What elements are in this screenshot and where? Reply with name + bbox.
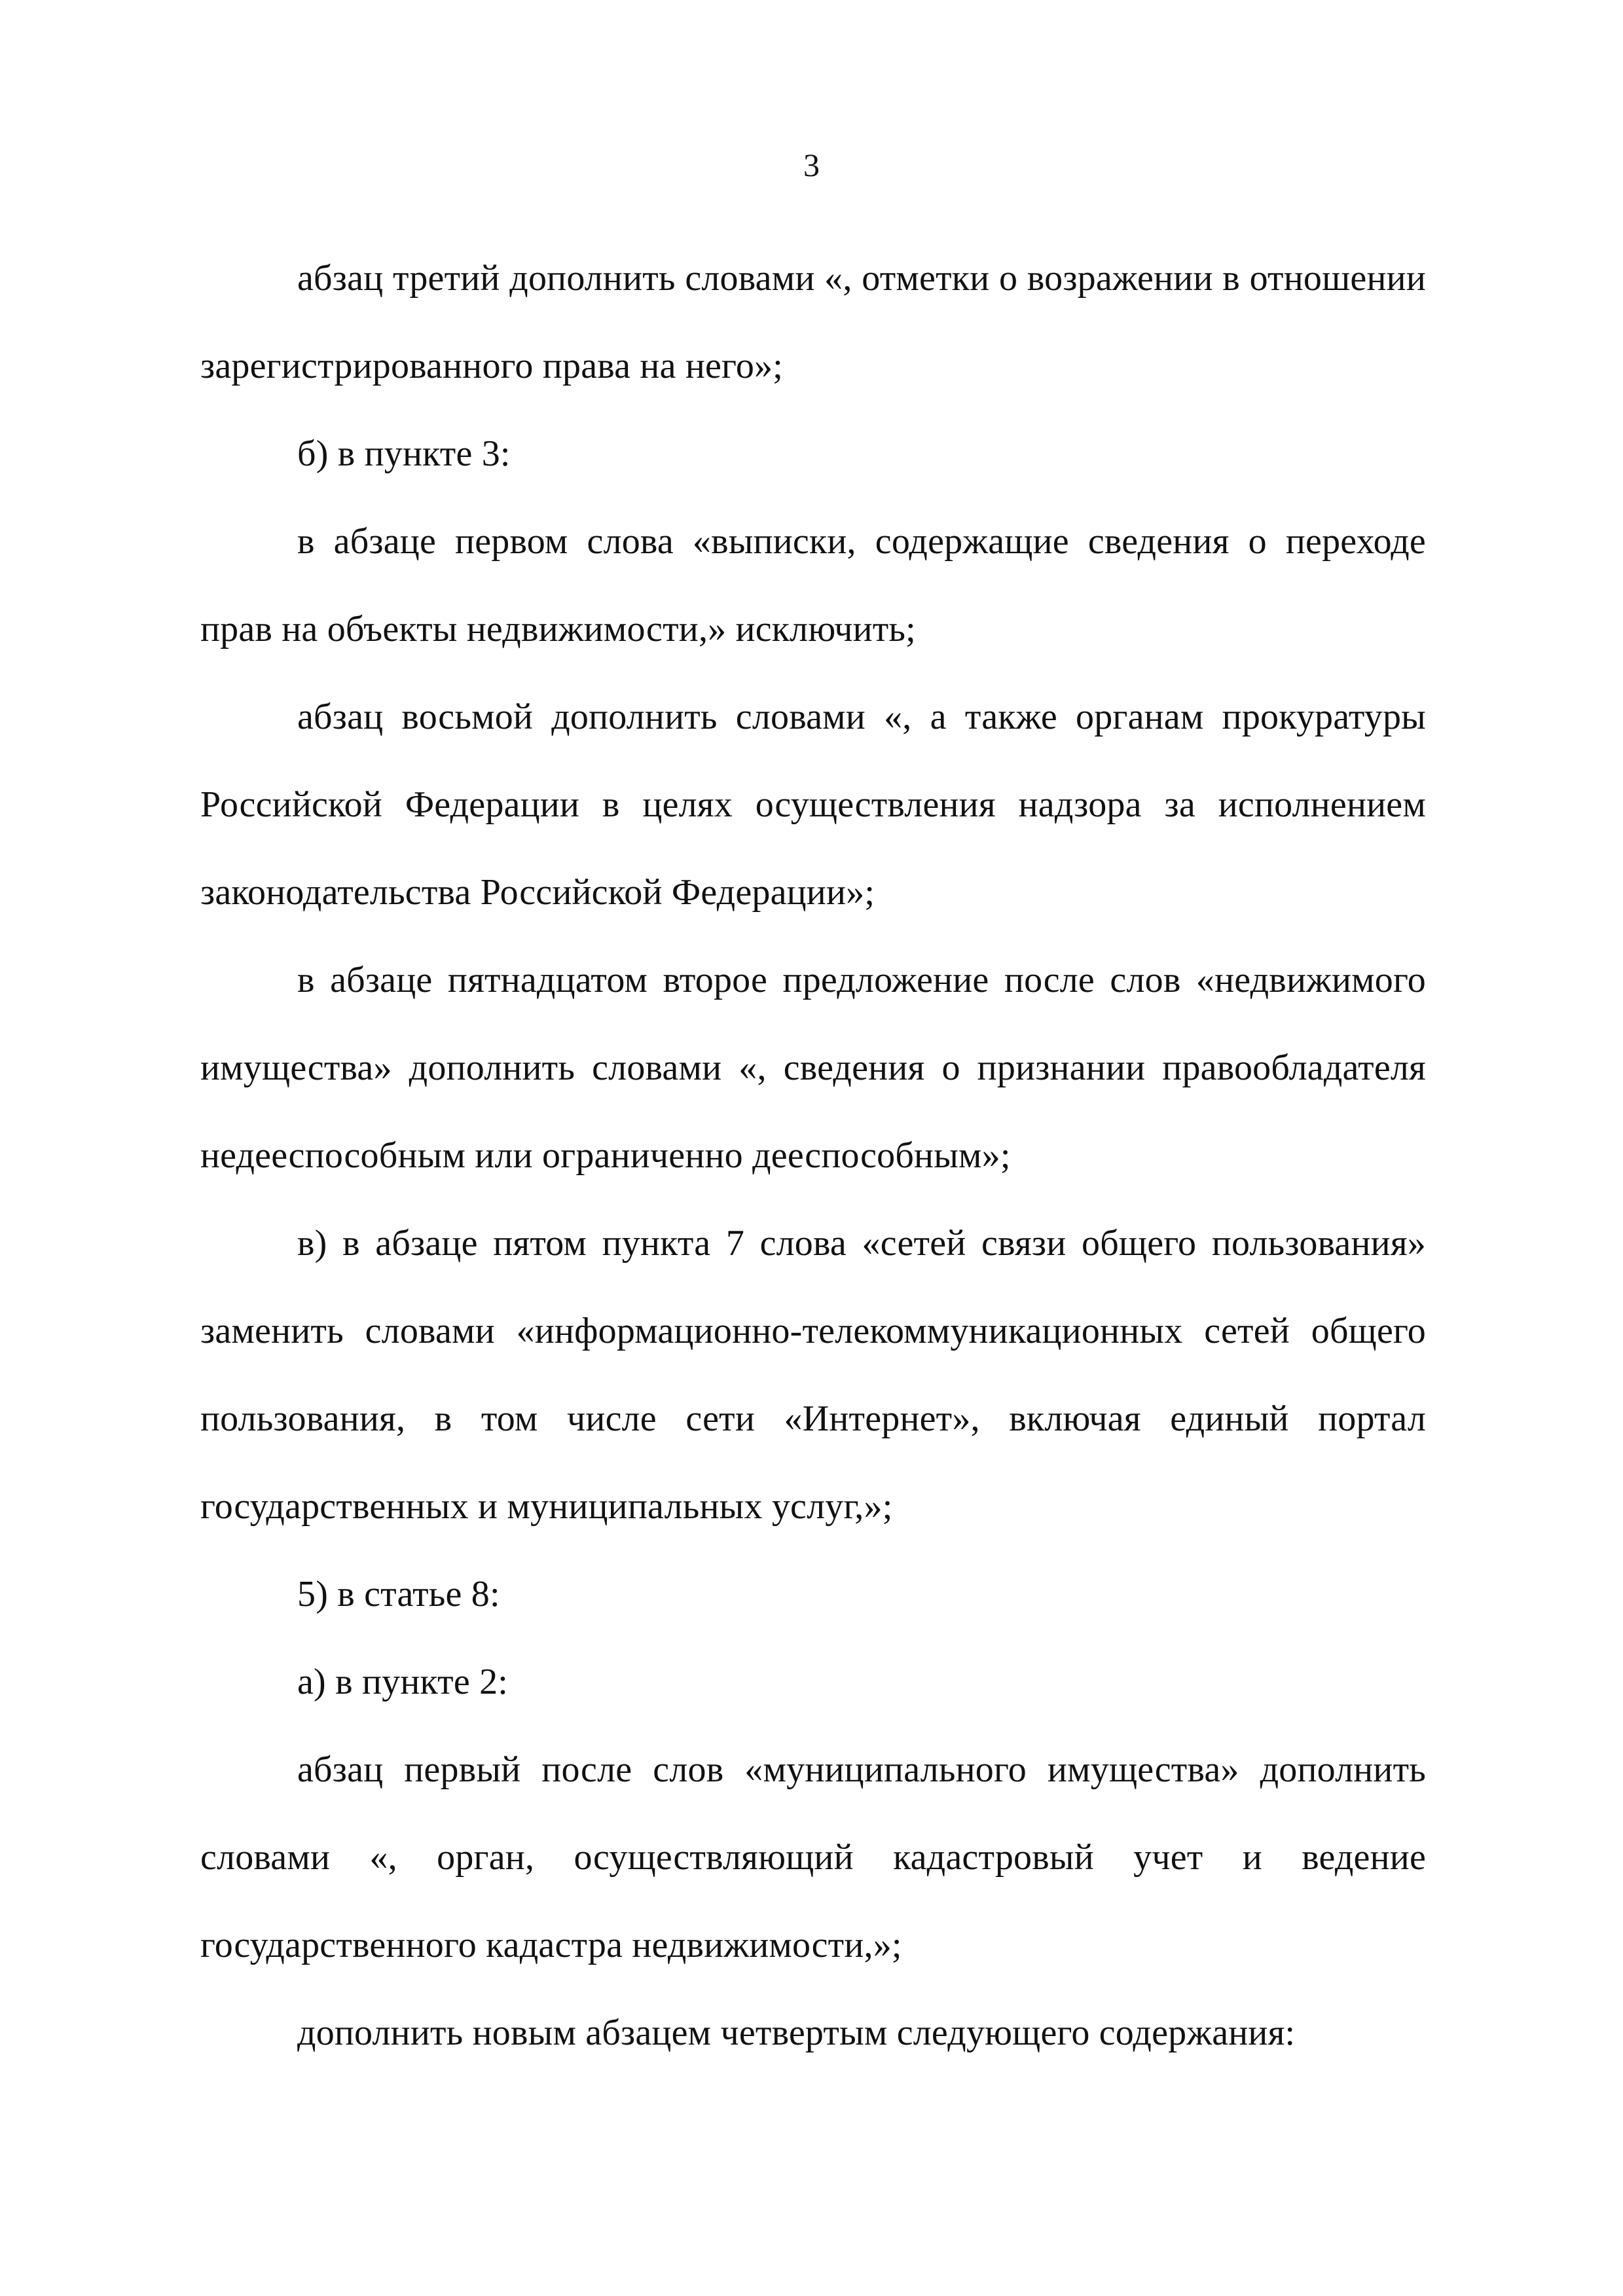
paragraph-punkt-2: а) в пункте 2: xyxy=(297,1662,509,1702)
paragraph-punkt-7: в) в абзаце пятом пункта 7 слова «сетей связи общего пользования» заменить словами «информационно-телекоммуникационных сетей общего пользования, в том числе сети «Интернет», включая единый портал государственных и муниципальных услуг,»; xyxy=(200,1223,1426,1527)
paragraph-punkt-3: б) в пункте 3: xyxy=(297,433,511,474)
paragraph-abzac-vosmoy: абзац восьмой дополнить словами «, а также органам прокуратуры Российской Федерации в целях осуществления надзора за исполнением законодательства Российской Федерации»; xyxy=(200,697,1426,913)
paragraph-abzac-pyatnadcatyy: в абзаце пятнадцатом второе предложение после слов «недвижимого имущества» дополнить словами «, сведения о признании правообладателя недееспособным или ограниченно дееспособным»; xyxy=(200,960,1426,1176)
paragraph-abzac-tretiy: абзац третий дополнить словами «, отметки о возражении в отношении зарегистрированного права на него»; xyxy=(200,258,1426,386)
document-body xyxy=(200,234,1426,2077)
page-number: 3 xyxy=(803,147,820,183)
paragraph-abzac-pervyy-statya-8: абзац первый после слов «муниципального имущества» дополнить словами «, орган, осуществляющий кадастровый учет и ведение государственного кадастра недвижимости,»; xyxy=(200,1749,1426,1965)
paragraph-novyy-abzac: дополнить новым абзацем четвертым следующего содержания: xyxy=(297,2013,1296,2053)
paragraph-statya-8: 5) в статье 8: xyxy=(297,1574,500,1614)
paragraph-abzac-pervyy: в абзаце первом слова «выписки, содержащие сведения о переходе прав на объекты недвижимости,» исключить; xyxy=(200,521,1426,649)
